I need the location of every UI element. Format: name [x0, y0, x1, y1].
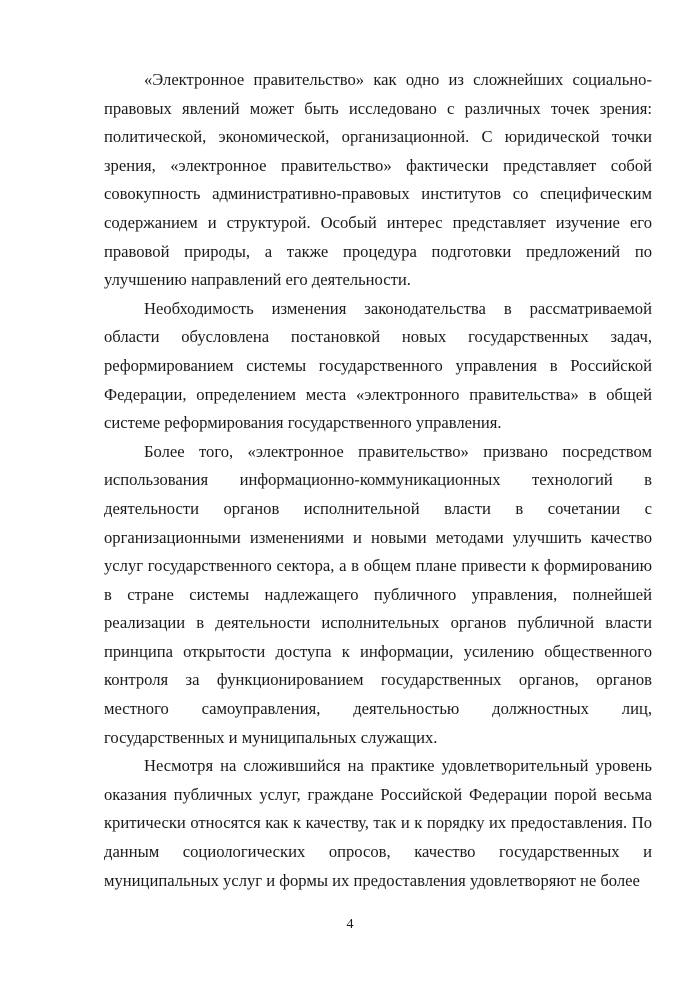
- document-body: [104, 66, 652, 895]
- page-number: 4: [346, 917, 354, 932]
- paragraph-1: «Электронное правительство» как одно из сложнейших социально-правовых явлений может быть исследовано с различных точек зрения: политической, экономической, организационной. С юридической точки зрения, «электронное правительство» фактически представляет собой совокупность административно-правовых институтов со специфическим содержанием и структурой. Особый интерес представляет изучение его правовой природы, а также процедура подготовки предложений по улучшению направлений его деятельности.: [104, 70, 652, 290]
- paragraph-4: Несмотря на сложившийся на практике удовлетворительный уровень оказания публичных услуг, граждане Российской Федерации порой весьма критически относятся как к качеству, так и к порядку их предоставления. По данным социологических опросов, качество государственных и муниципальных услуг и формы их предоставления удовлетворяют не более: [104, 756, 652, 890]
- paragraph-3: Более того, «электронное правительство» призвано посредством использования информационно-коммуникационных технологий в деятельности органов исполнительной власти в сочетании с организационными изменениями и новыми методами улучшить качество услуг государственного сектора, а в общем плане привести к формированию в стране системы надлежащего публичного управления, полнейшей реализации в деятельности исполнительных органов публичной власти принципа открытости доступа к информации, усилению общественного контроля за функционированием государственных органов, органов местного самоуправления, деятельностью должностных лиц, государственных и муниципальных служащих.: [104, 441, 652, 747]
- paragraph-2: Необходимость изменения законодательства в рассматриваемой области обусловлена постановкой новых государственных задач, реформированием системы государственного управления в Российской Федерации, определением места «электронного правительства» в общей системе реформирования государственного управления.: [104, 298, 652, 433]
